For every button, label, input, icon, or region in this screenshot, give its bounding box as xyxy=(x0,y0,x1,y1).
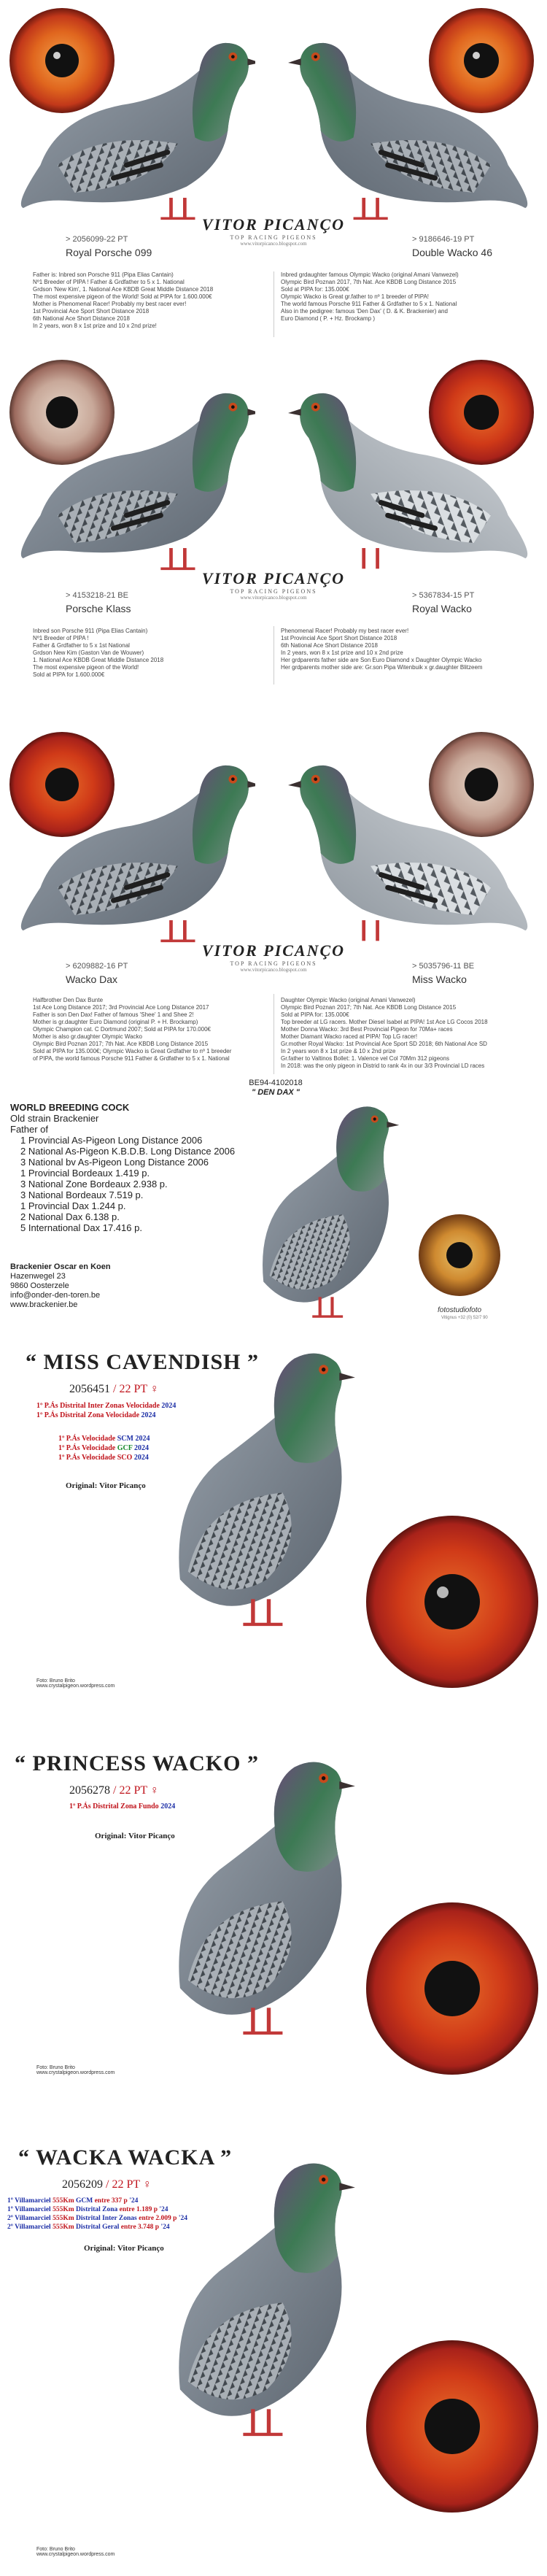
result-part: SCM xyxy=(117,1435,133,1443)
owner-email: info@onder-den-toren.be xyxy=(10,1291,101,1300)
photo-credit-name: Foto: Bruno Brito xyxy=(36,2547,75,2552)
name-wacko-dax: Wacko Dax xyxy=(66,973,118,985)
pedigree-line: 1st Provincial Ace Sport Short Distance 2018 xyxy=(33,308,150,315)
result-line xyxy=(58,1453,150,1462)
owner-name: Brackenier Oscar en Koen xyxy=(10,1262,111,1271)
result-part: 2º Villamarciel xyxy=(7,2215,51,2222)
den-dax-name: " DEN DAX " xyxy=(251,1088,300,1097)
eye-photo-den-dax xyxy=(416,1211,503,1299)
owner-address: 9860 Oosterzele xyxy=(10,1281,69,1290)
result-part: 1º P.Ás xyxy=(58,1444,80,1452)
photo-stamp-sub: Vitignus +32 (0) 52/7 90 xyxy=(441,1316,488,1320)
pedigree-line: Her grdparents father side are Son Euro Diamond x Daughter Olympic Wacko xyxy=(281,657,482,663)
den-dax-ring: BE94-4102018 xyxy=(249,1079,303,1087)
pedigree-line: Nº1 Breeder of PIPA ! xyxy=(33,635,89,641)
pedigree-double-wacko xyxy=(281,271,521,323)
result-line xyxy=(58,1434,150,1443)
original-princess-wacko: Original: Vitor Picanço xyxy=(95,1832,175,1840)
result-part: Velocidade xyxy=(81,1454,116,1462)
ring-miss-wacko: > 5035796-11 BE xyxy=(412,962,475,971)
owner-website: www.brackenier.be xyxy=(10,1300,78,1309)
name-royal-porsche: Royal Porsche 099 xyxy=(66,247,152,258)
pedigree-porsche-klass xyxy=(33,628,270,679)
ring-porsche-klass: > 4153218-21 BE xyxy=(66,591,128,600)
ring-number: 2056451 xyxy=(69,1383,110,1395)
pedigree-line: Inbred son Porsche 911 (Pipa Elias Cantain) xyxy=(33,628,148,634)
den-dax-line: Father of xyxy=(10,1124,49,1135)
name-double-wacko: Double Wacko 46 xyxy=(412,247,492,258)
name-royal-wacko: Royal Wacko xyxy=(412,603,472,614)
photo-credit-name: Foto: Bruno Brito xyxy=(36,1678,75,1684)
pedigree-line: Inbred grdaughter famous Olympic Wacko (original Amani Vanwezel) xyxy=(281,271,459,278)
result-part: '24 xyxy=(129,2197,139,2205)
result-part: 2024 xyxy=(161,1402,176,1410)
photo-credit xyxy=(36,2065,115,2075)
original-wacka-wacka: Original: Vitor Picanço xyxy=(84,2244,164,2253)
pedigree-line: In 2 years, won 8 x 1st prize and 10 x 2nd prize! xyxy=(33,323,157,329)
title-princess-wacko: “ PRINCESS WACKO ” xyxy=(15,1751,260,1775)
brand-logo: VITOR PICANÇO TOP RACING PIGEONS www.vitorpicanco.blogspot.com xyxy=(201,941,346,973)
result-part: '24 xyxy=(160,2224,170,2231)
result-part: 2024 xyxy=(141,1411,156,1419)
ring-suffix: / 22 PT ♀ xyxy=(106,2178,152,2191)
pedigree-line: 1st Ace Long Distance 2017; 3rd Provincial Ace Long Distance 2017 xyxy=(33,1004,209,1011)
pedigree-line: 2 National Dax 6.138 p. xyxy=(20,1211,120,1222)
ring-double-wacko: > 9186646-19 PT xyxy=(412,235,475,244)
result-part: 2º Villamarciel xyxy=(7,2224,51,2231)
ring-wacko-dax: > 6209882-16 PT xyxy=(66,962,128,971)
pedigree-line: The world famous Porsche 911 Father & Grdfather to 5 x 1. National xyxy=(281,301,457,307)
pedigree-line: 1st Provincial Ace Sport Short Distance 2018 xyxy=(281,635,397,641)
pedigree-line: 1. National Ace KBDB Great Middle Distance 2018 xyxy=(33,657,164,663)
pedigree-line: Euro Diamond ( P. + Hz. Brockamp ) xyxy=(281,315,376,322)
pedigree-line: 6th National Ace Short Distance 2018 xyxy=(33,315,130,322)
name-porsche-klass: Porsche Klass xyxy=(66,603,131,614)
pedigree-line: In 2 years, won 8 x 1st prize and 10 x 2nd prize xyxy=(281,649,403,656)
result-part: 1º P.Ás xyxy=(58,1435,80,1443)
den-dax-line: Old strain Brackenier xyxy=(10,1113,99,1124)
result-part: entre 3.748 p xyxy=(120,2224,160,2231)
title-miss-cavendish: “ MISS CAVENDISH ” xyxy=(26,1350,260,1374)
result-part: 555Km xyxy=(53,2206,74,2213)
result-part: 555Km xyxy=(53,2197,74,2205)
pedigree-line: Grdson New Kim (Gaston Van de Wouwer) xyxy=(33,649,144,656)
pedigree-line: Olympic Wacko is Great gr.father to nº 1 breeder of PIPA! xyxy=(281,293,430,300)
pigeon-photo-miss-cavendish xyxy=(139,1343,379,1635)
pedigree-line: Halfbrother Den Dax Bunte xyxy=(33,997,104,1003)
result-part: GCF xyxy=(117,1444,133,1452)
result-part: Velocidade xyxy=(105,1411,140,1419)
pedigree-line: of PIPA, the world famous Porsche 911 Father & Grdfather to 5 x 1. National xyxy=(33,1055,230,1062)
result-tag: Fundo xyxy=(138,1802,159,1810)
eye-photo-princess-wacko xyxy=(361,1897,543,2080)
pedigree-line: Grdson 'New Kim', 1. National Ace KBDB Great Middle Distance 2018 xyxy=(33,286,214,293)
pedigree-line: 5 International Dax 17.416 p. xyxy=(20,1222,142,1233)
pedigree-line: Sold at PIPA for 135.000€; Olympic Wacko is Great Grdfather to nº 1 breeder xyxy=(33,1048,232,1054)
result-part: Distrital Geral xyxy=(76,2224,120,2231)
result-part: '24 xyxy=(159,2206,168,2213)
pedigree-wacko-dax xyxy=(33,997,270,1063)
pigeon-photo-wacka-wacka xyxy=(139,2153,379,2445)
photo-stamp: fotostudiofoto xyxy=(438,1306,482,1314)
pedigree-line: Mother Diamant Wacko raced at PIPA! Top LG racer! xyxy=(281,1033,418,1040)
pedigree-line: Sold at PIPA for 1.600.000€ xyxy=(33,671,105,678)
photo-credit-url: www.crystalpigeon.wordpress.com xyxy=(36,1684,115,1689)
pedigree-line: Olympic Bird Poznan 2017; 7th Nat. Ace KBDB Long Distance 2015 xyxy=(33,1041,209,1047)
result-part: 1º Villamarciel xyxy=(7,2197,51,2205)
den-dax-heading: WORLD BREEDING COCK xyxy=(10,1102,130,1113)
pedigree-line: Olympic Champion cat. C Dortmund 2007; Sold at PIPA for 170.000€ xyxy=(33,1026,211,1033)
ring-suffix: / 22 PT ♀ xyxy=(113,1383,159,1395)
eye-photo-double-wacko xyxy=(427,6,536,115)
pedigree-line: Mother is Phenomenal Racer! Probably my best racer ever! xyxy=(33,301,187,307)
pigeon-photo-den-dax xyxy=(219,1098,430,1324)
ring-number: 2056209 xyxy=(62,2178,103,2191)
original-miss-cavendish: Original: Vitor Picanço xyxy=(66,1481,146,1490)
result-part: 2024 xyxy=(134,1444,149,1452)
result-part: '24 xyxy=(178,2215,187,2222)
result-part: GCM xyxy=(76,2197,93,2205)
photo-credit-url: www.crystalpigeon.wordpress.com xyxy=(36,2070,115,2075)
den-dax-owner xyxy=(10,1262,111,1310)
result-year: 2024 xyxy=(160,1802,176,1810)
pedigree-line: In 2018: was the only pigeon in Distrid to rank 4x in our 3/3 Provincial LD races xyxy=(281,1063,485,1069)
eye-photo-miss-wacko xyxy=(427,730,536,839)
pedigree-line: Father & Grdfather to 5 x 1st National xyxy=(33,642,130,649)
result-part: Distrital Inter Zonas xyxy=(76,2215,137,2222)
pedigree-miss-wacko xyxy=(281,997,521,1070)
pedigree-line: 2 National As-Pigeon K.B.D.B. Long Distance 2006 xyxy=(20,1146,236,1157)
result-part: entre 337 p xyxy=(94,2197,128,2205)
pedigree-line: Phenomenal Racer! Probably my best racer ever! xyxy=(281,628,409,634)
result-part: 1º P.Ás xyxy=(58,1454,80,1462)
eye-photo-miss-cavendish xyxy=(361,1511,543,1693)
result-part: SCO xyxy=(117,1454,133,1462)
pedigree-line: Sold at PIPA for: 135.000€ xyxy=(281,286,349,293)
pedigree-line: Daughter Olympic Wacko (original Amani Vanwezel) xyxy=(281,997,416,1003)
ring-royal-porsche: > 2056099-22 PT xyxy=(66,235,128,244)
result-part: 555Km xyxy=(53,2215,74,2222)
results2-miss-cavendish xyxy=(58,1434,150,1462)
owner-address: Hazenwegel 23 xyxy=(10,1272,66,1281)
ring-suffix: / 22 PT ♀ xyxy=(113,1784,159,1797)
pigeon-photo-princess-wacko xyxy=(139,1751,379,2043)
pedigree-line: Mother Donna Wacko: 3rd Best Provincial Pigeon for 70Ma+ races xyxy=(281,1026,453,1033)
result-part: 1º P.Ás Distrital Zona xyxy=(36,1411,104,1419)
pedigree-royal-wacko xyxy=(281,628,521,671)
pedigree-line: Mother is gr.daughter Euro Diamond (original P. + H. Brockamp) xyxy=(33,1019,198,1025)
photo-credit xyxy=(36,1678,115,1689)
pedigree-line: The most expensive pigeon of the World! Sold at PIPA for 1.600.000€ xyxy=(33,293,212,300)
result-part: 2024 xyxy=(133,1454,149,1462)
pedigree-line: Sold at PIPA for: 135.000€ xyxy=(281,1011,349,1018)
pedigree-line: 1 Provincial Bordeaux 1.419 p. xyxy=(20,1168,150,1179)
pedigree-line: Mother is also gr.daughter Olympic Wacko xyxy=(33,1033,142,1040)
pedigree-line: 3 National Zone Bordeaux 2.938 p. xyxy=(20,1179,168,1189)
result-part: 2024 xyxy=(135,1435,150,1443)
photo-credit-url: www.crystalpigeon.wordpress.com xyxy=(36,2552,115,2557)
photo-credit-name: Foto: Bruno Brito xyxy=(36,2065,75,2070)
title-wacka-wacka: “ WACKA WACKA ” xyxy=(18,2145,233,2170)
brand-logo: VITOR PICANÇO TOP RACING PIGEONS www.vitorpicanco.blogspot.com xyxy=(201,215,346,247)
photo-credit xyxy=(36,2547,115,2557)
ring-royal-wacko: > 5367834-15 PT xyxy=(412,591,475,600)
pedigree-line: 6th National Ace Short Distance 2018 xyxy=(281,642,378,649)
pedigree-line: 1 Provincial Dax 1.244 p. xyxy=(20,1200,126,1211)
pedigree-line: Father is: Inbred son Porsche 911 (Pipa Elias Cantain) xyxy=(33,271,174,278)
pedigree-line: In 2 years won 8 x 1st prize & 10 x 2nd prize xyxy=(281,1048,396,1054)
pedigree-line: Father is son Den Dax! Father of famous 'Shee' 1 and Shee 2! xyxy=(33,1011,194,1018)
pedigree-line: Gr.mother Royal Wacko: 1st Provincial Ace Sport SD 2018; 6th National Ace SD xyxy=(281,1041,487,1047)
result-part: Velocidade xyxy=(125,1402,160,1410)
result-part: entre 2.009 p xyxy=(139,2215,177,2222)
pedigree-line: 3 National Bordeaux 7.519 p. xyxy=(20,1189,144,1200)
brand-logo: VITOR PICANÇO TOP RACING PIGEONS www.vitorpicanco.blogspot.com xyxy=(201,569,346,601)
eye-photo-royal-wacko xyxy=(427,358,536,467)
den-dax-info xyxy=(10,1102,244,1233)
pedigree-line: The most expensive pigeon of the World! xyxy=(33,664,139,671)
pedigree-line: 1 Provincial As-Pigeon Long Distance 2006 xyxy=(20,1135,203,1146)
pedigree-line: Her grdparents mother side are: Gr.son Pipa Witenbuik x gr.daughter Blitzeem xyxy=(281,664,483,671)
pedigree-line: Also in the pedigree: famous 'Den Dax' ( D. & K. Brackenier) and xyxy=(281,308,448,315)
result-line xyxy=(58,1443,150,1453)
pedigree-line: Top breeder at LG racers. Mother Diesel Isabel at PIPA! 1st Ace LG Cocos 2018 xyxy=(281,1019,488,1025)
pedigree-line: Gr.father to Valtinos Bollet: 1. Valence vel Col 70Mm 312 pigeons xyxy=(281,1055,449,1062)
eye-photo-wacka-wacka xyxy=(361,2335,543,2518)
result-part: Distrital Zona xyxy=(76,2206,118,2213)
result-part: Velocidade xyxy=(81,1444,116,1452)
result-part: entre 1.189 p xyxy=(119,2206,158,2213)
pedigree-line: Olympic Bird Poznan 2017; 7th Nat. Ace KBDB Long Distance 2015 xyxy=(281,1004,457,1011)
result-part: 1º Villamarciel xyxy=(7,2206,51,2213)
ring-number: 2056278 xyxy=(69,1784,110,1797)
pedigree-line: Nº1 Breeder of PIPA ! Father & Grdfather to 5 x 1. National xyxy=(33,279,185,285)
result-part: Velocidade xyxy=(81,1435,116,1443)
result-part: 555Km xyxy=(53,2224,74,2231)
result-part: 1º P.Ás Distrital Inter Zonas xyxy=(36,1402,125,1410)
name-miss-wacko: Miss Wacko xyxy=(412,973,467,985)
result-prefix: 1º P.Ás Distrital Zona xyxy=(69,1802,137,1810)
pedigree-line: Olympic Bird Poznan 2017, 7th Nat. Ace KBDB Long Distance 2015 xyxy=(281,279,457,285)
pedigree-royal-porsche xyxy=(33,271,270,330)
pedigree-line: 3 National bv As-Pigeon Long Distance 2006 xyxy=(20,1157,209,1168)
